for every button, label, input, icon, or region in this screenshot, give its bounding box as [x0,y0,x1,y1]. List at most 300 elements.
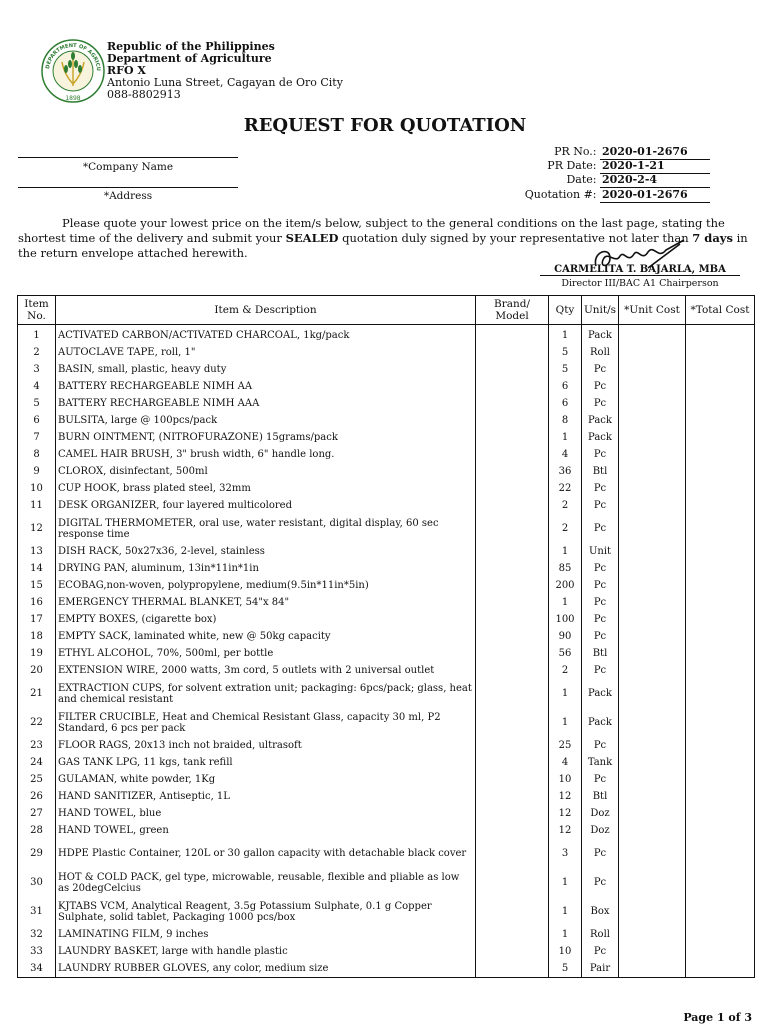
unit-cell: Pc [582,514,619,543]
description-cell: EXTENSION WIRE, 2000 watts, 3m cord, 5 outlets with 2 universal outlet [56,662,476,679]
total-cost-cell [686,645,755,662]
col-unit-cost: *Unit Cost [619,296,686,325]
description-cell: BATTERY RECHARGEABLE NIMH AAA [56,395,476,412]
total-cost-cell [686,344,755,361]
unit-cost-cell [619,943,686,960]
total-cost-cell [686,943,755,960]
brand-model-cell [476,560,549,577]
total-cost-cell [686,839,755,868]
brand-model-cell [476,611,549,628]
unit-cell: Pair [582,960,619,978]
quotation-number-value: 2020-01-2676 [600,188,710,203]
brand-model-cell [476,839,549,868]
description-cell: ECOBAG,non-woven, polypropylene, medium(9.5in*11in*5in) [56,577,476,594]
brand-model-cell [476,628,549,645]
total-cost-cell [686,868,755,897]
qty-cell: 10 [549,771,582,788]
description-cell: EMERGENCY THERMAL BLANKET, 54"x 84" [56,594,476,611]
qty-cell: 5 [549,344,582,361]
intro-text-e: in the return envelope attached herewith. [18,231,748,260]
item-no-cell: 18 [18,628,56,645]
description-cell: HAND TOWEL, blue [56,805,476,822]
pr-number-row [554,145,710,160]
table-row [18,594,755,611]
brand-model-cell [476,679,549,708]
pr-date-row [547,159,710,174]
signatory-position: Director III/BAC A1 Chairperson [561,278,719,289]
qty-cell: 1 [549,868,582,897]
total-cost-cell [686,378,755,395]
table-row [18,497,755,514]
item-no-cell: 29 [18,839,56,868]
description-cell: ACTIVATED CARBON/ACTIVATED CHARCOAL, 1kg/pack [56,325,476,345]
description-cell: EMPTY SACK, laminated white, new @ 50kg capacity [56,628,476,645]
table-row [18,344,755,361]
item-no-cell: 10 [18,480,56,497]
total-cost-cell [686,429,755,446]
qty-cell: 1 [549,897,582,926]
qty-cell: 3 [549,839,582,868]
item-no-cell: 30 [18,868,56,897]
description-cell: GAS TANK LPG, 11 kgs, tank refill [56,754,476,771]
unit-cell: Pc [582,662,619,679]
unit-cell: Pc [582,395,619,412]
description-cell: BASIN, small, plastic, heavy duty [56,361,476,378]
address-line [18,187,238,188]
unit-cost-cell [619,611,686,628]
item-no-cell: 28 [18,822,56,839]
description-cell: LAUNDRY RUBBER GLOVES, any color, medium size [56,960,476,978]
unit-cell: Pack [582,412,619,429]
unit-cell: Pc [582,497,619,514]
total-cost-cell [686,463,755,480]
brand-model-cell [476,960,549,978]
qty-cell: 56 [549,645,582,662]
qty-cell: 1 [549,926,582,943]
qty-cell: 100 [549,611,582,628]
agency-header [107,41,343,101]
description-cell: CUP HOOK, brass plated steel, 32mm [56,480,476,497]
unit-cost-cell [619,560,686,577]
total-cost-cell [686,805,755,822]
total-cost-cell [686,480,755,497]
brand-model-cell [476,429,549,446]
qty-cell: 25 [549,737,582,754]
total-cost-cell [686,754,755,771]
qty-cell: 12 [549,805,582,822]
unit-cell: Pc [582,611,619,628]
unit-cell: Btl [582,463,619,480]
table-row [18,412,755,429]
intro-text-days: 7 days [692,231,733,245]
qty-cell: 4 [549,754,582,771]
unit-cell: Pc [582,771,619,788]
table-row [18,679,755,708]
total-cost-cell [686,361,755,378]
brand-model-cell [476,463,549,480]
date-label: Date: [566,173,597,186]
unit-cell: Pc [582,737,619,754]
description-cell: DESK ORGANIZER, four layered multicolored [56,497,476,514]
unit-cell: Pc [582,868,619,897]
company-name-label: *Company Name [82,161,174,173]
qty-cell: 1 [549,594,582,611]
table-row [18,943,755,960]
unit-cost-cell [619,543,686,560]
address-label: *Address [103,190,153,202]
unit-cell: Pack [582,679,619,708]
total-cost-cell [686,822,755,839]
unit-cost-cell [619,868,686,897]
unit-cell: Roll [582,926,619,943]
qty-cell: 5 [549,960,582,978]
qty-cell: 1 [549,325,582,345]
table-row [18,897,755,926]
brand-model-cell [476,645,549,662]
qty-cell: 8 [549,412,582,429]
brand-model-cell [476,708,549,737]
unit-cell: Pc [582,628,619,645]
date-value: 2020-2-4 [600,173,710,188]
brand-model-cell [476,325,549,345]
quotation-number-label: Quotation #: [524,188,597,201]
table-row [18,822,755,839]
unit-cost-cell [619,926,686,943]
description-cell: CAMEL HAIR BRUSH, 3" brush width, 6" handle long. [56,446,476,463]
description-cell: BATTERY RECHARGEABLE NIMH AA [56,378,476,395]
unit-cost-cell [619,960,686,978]
table-row [18,628,755,645]
description-cell: BURN OINTMENT, (NITROFURAZONE) 15grams/pack [56,429,476,446]
description-cell: HOT & COLD PACK, gel type, microwable, reusable, flexible and pliable as low as 20degCelcius [56,868,476,897]
col-item-no: Item No. [18,296,56,325]
unit-cell: Pc [582,378,619,395]
total-cost-cell [686,560,755,577]
table-row [18,395,755,412]
company-name-line [18,157,238,158]
item-no-cell: 5 [18,395,56,412]
header-line-office: RFO X [107,64,146,77]
brand-model-cell [476,754,549,771]
col-total-cost: *Total Cost [686,296,755,325]
unit-cost-cell [619,628,686,645]
unit-cell: Pc [582,446,619,463]
item-no-cell: 25 [18,771,56,788]
total-cost-cell [686,412,755,429]
description-cell: GULAMAN, white powder, 1Kg [56,771,476,788]
table-row [18,771,755,788]
qty-cell: 90 [549,628,582,645]
brand-model-cell [476,395,549,412]
item-no-cell: 6 [18,412,56,429]
total-cost-cell [686,325,755,345]
brand-model-cell [476,868,549,897]
table-row [18,708,755,737]
page-number: Page 1 of 3 [683,1011,752,1024]
brand-model-cell [476,480,549,497]
brand-model-cell [476,577,549,594]
description-cell: HAND SANITIZER, Antiseptic, 1L [56,788,476,805]
unit-cost-cell [619,378,686,395]
item-no-cell: 9 [18,463,56,480]
unit-cell: Unit [582,543,619,560]
items-body [18,325,755,978]
qty-cell: 6 [549,378,582,395]
qty-cell: 5 [549,361,582,378]
qty-cell: 6 [549,395,582,412]
item-no-cell: 24 [18,754,56,771]
description-cell: CLOROX, disinfectant, 500ml [56,463,476,480]
description-cell: DISH RACK, 50x27x36, 2-level, stainless [56,543,476,560]
unit-cost-cell [619,771,686,788]
qty-cell: 2 [549,662,582,679]
table-row [18,429,755,446]
qty-cell: 10 [549,943,582,960]
col-description: Item & Description [56,296,476,325]
description-cell: HAND TOWEL, green [56,822,476,839]
unit-cost-cell [619,446,686,463]
brand-model-cell [476,805,549,822]
unit-cost-cell [619,395,686,412]
unit-cost-cell [619,514,686,543]
total-cost-cell [686,628,755,645]
pr-number-label: PR No.: [554,145,597,158]
item-no-cell: 3 [18,361,56,378]
brand-model-cell [476,543,549,560]
brand-model-cell [476,497,549,514]
item-no-cell: 14 [18,560,56,577]
table-row [18,361,755,378]
description-cell: DIGITAL THERMOMETER, oral use, water resistant, digital display, 60 sec response time [56,514,476,543]
unit-cost-cell [619,344,686,361]
table-row [18,737,755,754]
table-row [18,839,755,868]
item-no-cell: 4 [18,378,56,395]
qty-cell: 1 [549,429,582,446]
item-no-cell: 23 [18,737,56,754]
table-row [18,577,755,594]
brand-model-cell [476,662,549,679]
total-cost-cell [686,514,755,543]
brand-model-cell [476,822,549,839]
total-cost-cell [686,611,755,628]
unit-cell: Btl [582,645,619,662]
total-cost-cell [686,737,755,754]
unit-cost-cell [619,497,686,514]
description-cell: KJTABS VCM, Analytical Reagent, 3.5g Potassium Sulphate, 0.1 g Copper Sulphate, solid tablet, Packaging 1000 pcs/box [56,897,476,926]
qty-cell: 4 [549,446,582,463]
item-no-cell: 33 [18,943,56,960]
unit-cost-cell [619,708,686,737]
item-no-cell: 15 [18,577,56,594]
quotation-number-row [525,188,710,203]
qty-cell: 12 [549,788,582,805]
table-row [18,960,755,978]
item-no-cell: 22 [18,708,56,737]
table-row [18,463,755,480]
unit-cell: Pack [582,325,619,345]
signatory-name: CARMELITA T. BAJARLA, MBA [540,264,740,276]
unit-cell: Pc [582,480,619,497]
table-row [18,446,755,463]
item-no-cell: 19 [18,645,56,662]
qty-cell: 12 [549,822,582,839]
col-units: Unit/s [582,296,619,325]
unit-cell: Btl [582,788,619,805]
description-cell: DRYING PAN, aluminum, 13in*11in*1in [56,560,476,577]
table-row [18,868,755,897]
unit-cell: Doz [582,822,619,839]
unit-cost-cell [619,594,686,611]
unit-cell: Pack [582,708,619,737]
unit-cost-cell [619,839,686,868]
brand-model-cell [476,771,549,788]
unit-cost-cell [619,662,686,679]
description-cell: LAUNDRY BASKET, large with handle plastic [56,943,476,960]
item-no-cell: 8 [18,446,56,463]
pr-number-value: 2020-01-2676 [600,145,710,160]
unit-cell: Tank [582,754,619,771]
seal-year: 1898 [65,95,81,102]
item-no-cell: 17 [18,611,56,628]
description-cell: EMPTY BOXES, (cigarette box) [56,611,476,628]
unit-cost-cell [619,429,686,446]
qty-cell: 1 [549,708,582,737]
item-no-cell: 2 [18,344,56,361]
qty-cell: 1 [549,543,582,560]
item-no-cell: 27 [18,805,56,822]
intro-text-sealed: SEALED [285,231,339,245]
unit-cost-cell [619,361,686,378]
table-row [18,754,755,771]
header-line-phone: 088-8802913 [107,88,181,101]
total-cost-cell [686,543,755,560]
qty-cell: 200 [549,577,582,594]
unit-cell: Pc [582,839,619,868]
unit-cost-cell [619,577,686,594]
item-no-cell: 1 [18,325,56,345]
items-table [17,295,755,978]
brand-model-cell [476,788,549,805]
table-row [18,926,755,943]
unit-cell: Pack [582,429,619,446]
total-cost-cell [686,577,755,594]
brand-model-cell [476,378,549,395]
total-cost-cell [686,771,755,788]
total-cost-cell [686,960,755,978]
item-no-cell: 34 [18,960,56,978]
description-cell: FLOOR RAGS, 20x13 inch not braided, ultrasoft [56,737,476,754]
header-line-republic: Republic of the Philippines [107,40,275,53]
description-cell: FILTER CRUCIBLE, Heat and Chemical Resistant Glass, capacity 30 ml, P2 Standard, 6 pcs per pack [56,708,476,737]
brand-model-cell [476,412,549,429]
qty-cell: 22 [549,480,582,497]
da-seal-logo [40,38,106,104]
item-no-cell: 16 [18,594,56,611]
item-no-cell: 21 [18,679,56,708]
table-row [18,480,755,497]
unit-cost-cell [619,645,686,662]
pr-date-value: 2020-1-21 [600,159,710,174]
brand-model-cell [476,344,549,361]
page-title: REQUEST FOR QUOTATION [243,115,527,136]
table-row [18,788,755,805]
description-cell: HDPE Plastic Container, 120L or 30 gallon capacity with detachable black cover [56,839,476,868]
brand-model-cell [476,926,549,943]
qty-cell: 85 [549,560,582,577]
brand-model-cell [476,446,549,463]
unit-cost-cell [619,737,686,754]
date-row [566,173,710,188]
item-no-cell: 12 [18,514,56,543]
intro-text-a: Please quote your lowest price on the item/s below, subject to the general conditions on the last page, stating the shortest time of the delivery and submit your [18,216,725,245]
table-header-row [18,296,755,325]
description-cell: ETHYL ALCOHOL, 70%, 500ml, per bottle [56,645,476,662]
unit-cell: Doz [582,805,619,822]
brand-model-cell [476,514,549,543]
unit-cell: Pc [582,577,619,594]
table-row [18,662,755,679]
table-row [18,543,755,560]
unit-cost-cell [619,822,686,839]
total-cost-cell [686,926,755,943]
total-cost-cell [686,662,755,679]
intro-text-c: quotation duly signed by your representative not later than [338,231,693,245]
header-line-address: Antonio Luna Street, Cagayan de Oro City [107,76,343,89]
total-cost-cell [686,788,755,805]
col-brand-model: Brand/ Model [476,296,549,325]
unit-cell: Pc [582,943,619,960]
description-cell: LAMINATING FILM, 9 inches [56,926,476,943]
header-line-department: Department of Agriculture [107,52,272,65]
table-row [18,805,755,822]
unit-cost-cell [619,805,686,822]
total-cost-cell [686,497,755,514]
table-row [18,560,755,577]
item-no-cell: 11 [18,497,56,514]
total-cost-cell [686,897,755,926]
brand-model-cell [476,594,549,611]
item-no-cell: 7 [18,429,56,446]
description-cell: AUTOCLAVE TAPE, roll, 1" [56,344,476,361]
qty-cell: 2 [549,497,582,514]
unit-cell: Pc [582,361,619,378]
seal-text: DEPARTMENT OF AGRICU [45,42,102,72]
total-cost-cell [686,679,755,708]
unit-cell: Pc [582,560,619,577]
total-cost-cell [686,446,755,463]
unit-cell: Pc [582,594,619,611]
table-row [18,325,755,345]
unit-cell: Box [582,897,619,926]
table-row [18,645,755,662]
description-cell: BULSITA, large @ 100pcs/pack [56,412,476,429]
unit-cost-cell [619,463,686,480]
description-cell: EXTRACTION CUPS, for solvent extration unit; packaging: 6pcs/pack; glass, heat and chemical resistant [56,679,476,708]
col-qty: Qty [549,296,582,325]
item-no-cell: 13 [18,543,56,560]
unit-cell: Roll [582,344,619,361]
brand-model-cell [476,361,549,378]
item-no-cell: 20 [18,662,56,679]
unit-cost-cell [619,325,686,345]
unit-cost-cell [619,897,686,926]
pr-date-label: PR Date: [547,159,597,172]
table-row [18,514,755,543]
brand-model-cell [476,897,549,926]
table-row [18,611,755,628]
qty-cell: 36 [549,463,582,480]
